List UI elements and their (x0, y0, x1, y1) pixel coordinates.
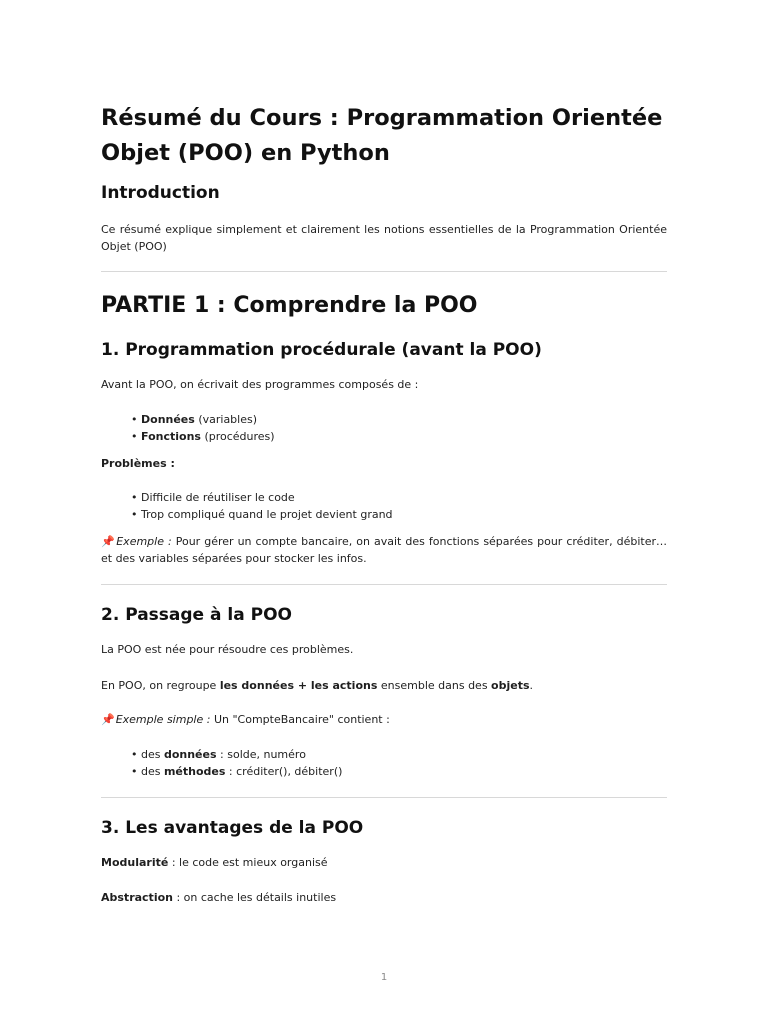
divider (101, 797, 667, 798)
section2-text: En POO, on regroupe les données + les actions ensemble dans des objets. (101, 679, 534, 692)
divider (101, 271, 667, 272)
page-number: 1 (380, 972, 388, 983)
list-item: • des données : solde, numéro (131, 748, 306, 761)
list-item: • des méthodes : créditer(), débiter() (131, 765, 343, 778)
list-item: • Difficile de réutiliser le code (131, 491, 295, 504)
pushpin-icon: 📌 (101, 713, 115, 726)
section3-heading: 3. Les avantages de la POO (101, 818, 364, 838)
example-paragraph: 📌Exemple simple : Un "CompteBancaire" contient : (101, 713, 390, 726)
intro-heading: Introduction (101, 183, 220, 203)
problems-label: Problèmes : (101, 457, 175, 470)
section2-heading: 2. Passage à la POO (101, 605, 292, 625)
part1-heading: PARTIE 1 : Comprendre la POO (101, 293, 478, 318)
list-item: • Données (variables) (131, 413, 258, 426)
example-paragraph: 📌Exemple : Pour gérer un compte bancaire, on avait des fonctions séparées pour créditer, débiter… et des variables séparées pour stocker les infos. (101, 535, 667, 565)
section1-intro: Avant la POO, on écrivait des programmes composés de : (101, 378, 419, 391)
page-title: Résumé du Cours : Programmation Orientée Objet (POO) en Python (101, 105, 663, 166)
divider (101, 584, 667, 585)
pushpin-icon: 📌 (101, 535, 116, 548)
section1-heading: 1. Programmation procédurale (avant la POO) (101, 340, 542, 360)
list-item: • Trop compliqué quand le projet devient grand (131, 508, 393, 521)
section3-text: Abstraction : on cache les détails inutiles (101, 891, 337, 904)
section3-text: Modularité : le code est mieux organisé (101, 856, 328, 869)
intro-text: Ce résumé explique simplement et clairement les notions essentielles de la Programmation Orientée Objet (POO) (101, 223, 667, 253)
list-item: • Fonctions (procédures) (131, 430, 275, 443)
section2-text: La POO est née pour résoudre ces problèmes. (101, 643, 354, 656)
